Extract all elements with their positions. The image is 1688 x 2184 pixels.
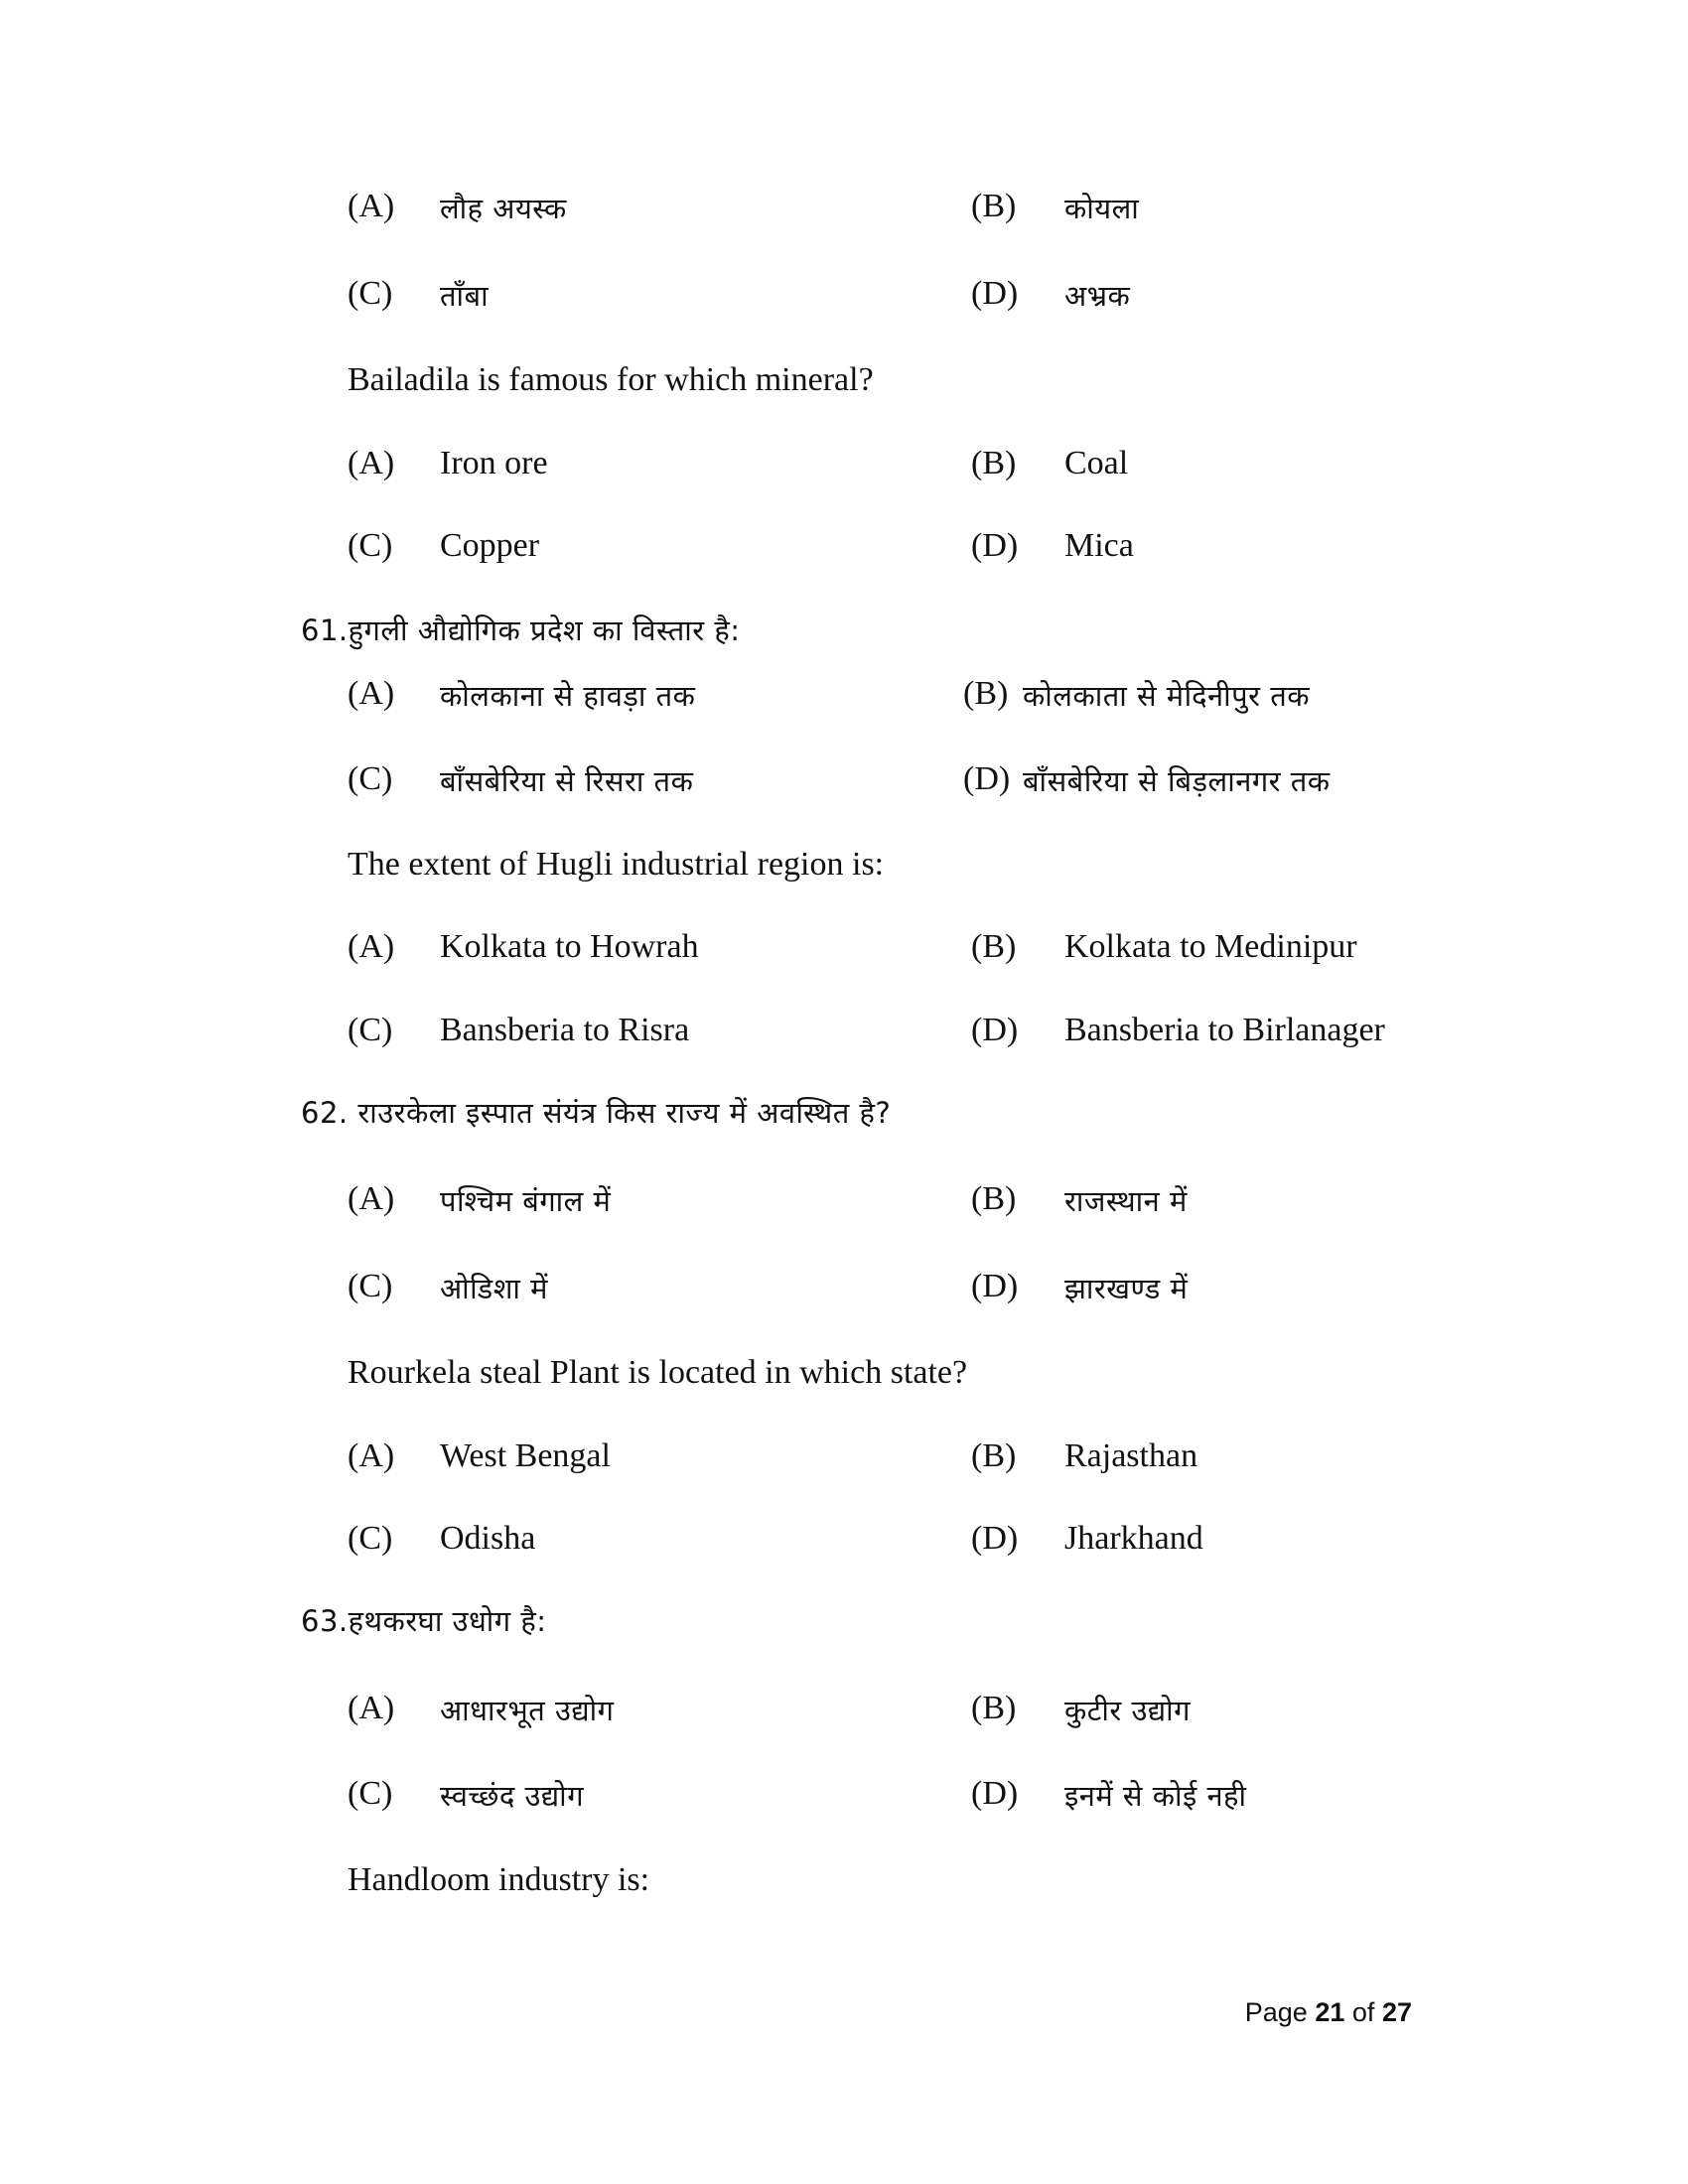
- option-label: (D): [971, 1520, 1019, 1557]
- option-text: Copper: [440, 527, 540, 564]
- of-word: of: [1351, 1997, 1375, 2027]
- question-text-en: Bailadila is famous for which mineral?: [348, 361, 874, 398]
- option-label: (B): [971, 1437, 1017, 1474]
- option-text: इनमें से कोई नही: [1064, 1779, 1247, 1813]
- option-label: (D): [963, 760, 1011, 797]
- question-text-hi: 61.हुगली औद्योगिक प्रदेश का विस्तार है:: [301, 614, 741, 647]
- option-label: (A): [348, 1180, 395, 1217]
- total-pages: 27: [1381, 1997, 1412, 2027]
- option-label: (A): [348, 675, 395, 712]
- option-label: (B): [971, 928, 1017, 965]
- option-text: ताँबा: [440, 279, 490, 313]
- option-text: Bansberia to Birlanager: [1064, 1012, 1385, 1048]
- option-text: ओडिशा में: [440, 1272, 548, 1305]
- current-page: 21: [1315, 1997, 1345, 2027]
- option-label: (C): [348, 275, 393, 312]
- option-text: Rajasthan: [1064, 1437, 1198, 1474]
- question-text-hi: 63.हथकरघा उधोग है:: [301, 1604, 547, 1638]
- option-text: Mica: [1064, 527, 1134, 564]
- option-label: (B): [963, 675, 1009, 712]
- option-text: अभ्रक: [1064, 279, 1131, 313]
- option-text: Kolkata to Medinipur: [1064, 928, 1357, 965]
- option-text: पश्चिम बंगाल में: [440, 1184, 612, 1218]
- option-label: (D): [971, 1268, 1019, 1304]
- option-text: बाँसबेरिया से रिसरा तक: [440, 764, 694, 798]
- option-label: (C): [348, 760, 393, 797]
- option-text: स्वच्छंद उद्योग: [440, 1779, 585, 1813]
- option-text: आधारभूत उद्योग: [440, 1694, 615, 1727]
- option-label: (D): [971, 1775, 1019, 1812]
- option-label: (B): [971, 188, 1017, 224]
- question-text-en: Handloom industry is:: [348, 1861, 650, 1898]
- question-text-en: The extent of Hugli industrial region is:: [348, 846, 885, 883]
- option-label: (C): [348, 1268, 393, 1304]
- question-text-hi: 62. राउरकेला इस्पात संयंत्र किस राज्य में अवस्थित है?: [301, 1096, 892, 1130]
- option-label: (C): [348, 1012, 393, 1048]
- option-text: बाँसबेरिया से बिड़लानगर तक: [1023, 764, 1331, 798]
- option-text: लौह अयस्क: [440, 192, 567, 225]
- option-label: (A): [348, 188, 395, 224]
- option-text: कोयला: [1064, 192, 1140, 225]
- option-label: (D): [971, 1012, 1019, 1048]
- option-text: Bansberia to Risra: [440, 1012, 690, 1048]
- option-label: (B): [971, 445, 1017, 481]
- option-text: कुटीर उद्योग: [1064, 1694, 1191, 1727]
- option-text: Odisha: [440, 1520, 536, 1557]
- page-word: Page: [1244, 1997, 1308, 2027]
- option-text: Iron ore: [440, 445, 548, 481]
- option-text: राजस्थान में: [1064, 1184, 1188, 1218]
- option-text: Coal: [1064, 445, 1129, 481]
- option-text: कोलकाता से मेदिनीपुर तक: [1023, 679, 1311, 713]
- question-text-en: Rourkela steal Plant is located in which state?: [348, 1354, 968, 1391]
- option-text: Kolkata to Howrah: [440, 928, 699, 965]
- option-label: (C): [348, 527, 393, 564]
- page-number: [1245, 1997, 1412, 2028]
- option-text: West Bengal: [440, 1437, 611, 1474]
- option-label: (A): [348, 1437, 395, 1474]
- option-label: (A): [348, 1690, 395, 1726]
- option-label: (C): [348, 1520, 393, 1557]
- option-label: (B): [971, 1690, 1017, 1726]
- option-label: (D): [971, 527, 1019, 564]
- option-label: (A): [348, 445, 395, 481]
- option-text: कोलकाना से हावड़ा तक: [440, 679, 696, 713]
- option-text: झारखण्ड में: [1064, 1272, 1189, 1305]
- option-text: Jharkhand: [1064, 1520, 1203, 1557]
- option-label: (C): [348, 1775, 393, 1812]
- option-label: (D): [971, 275, 1019, 312]
- option-label: (A): [348, 928, 395, 965]
- option-label: (B): [971, 1180, 1017, 1217]
